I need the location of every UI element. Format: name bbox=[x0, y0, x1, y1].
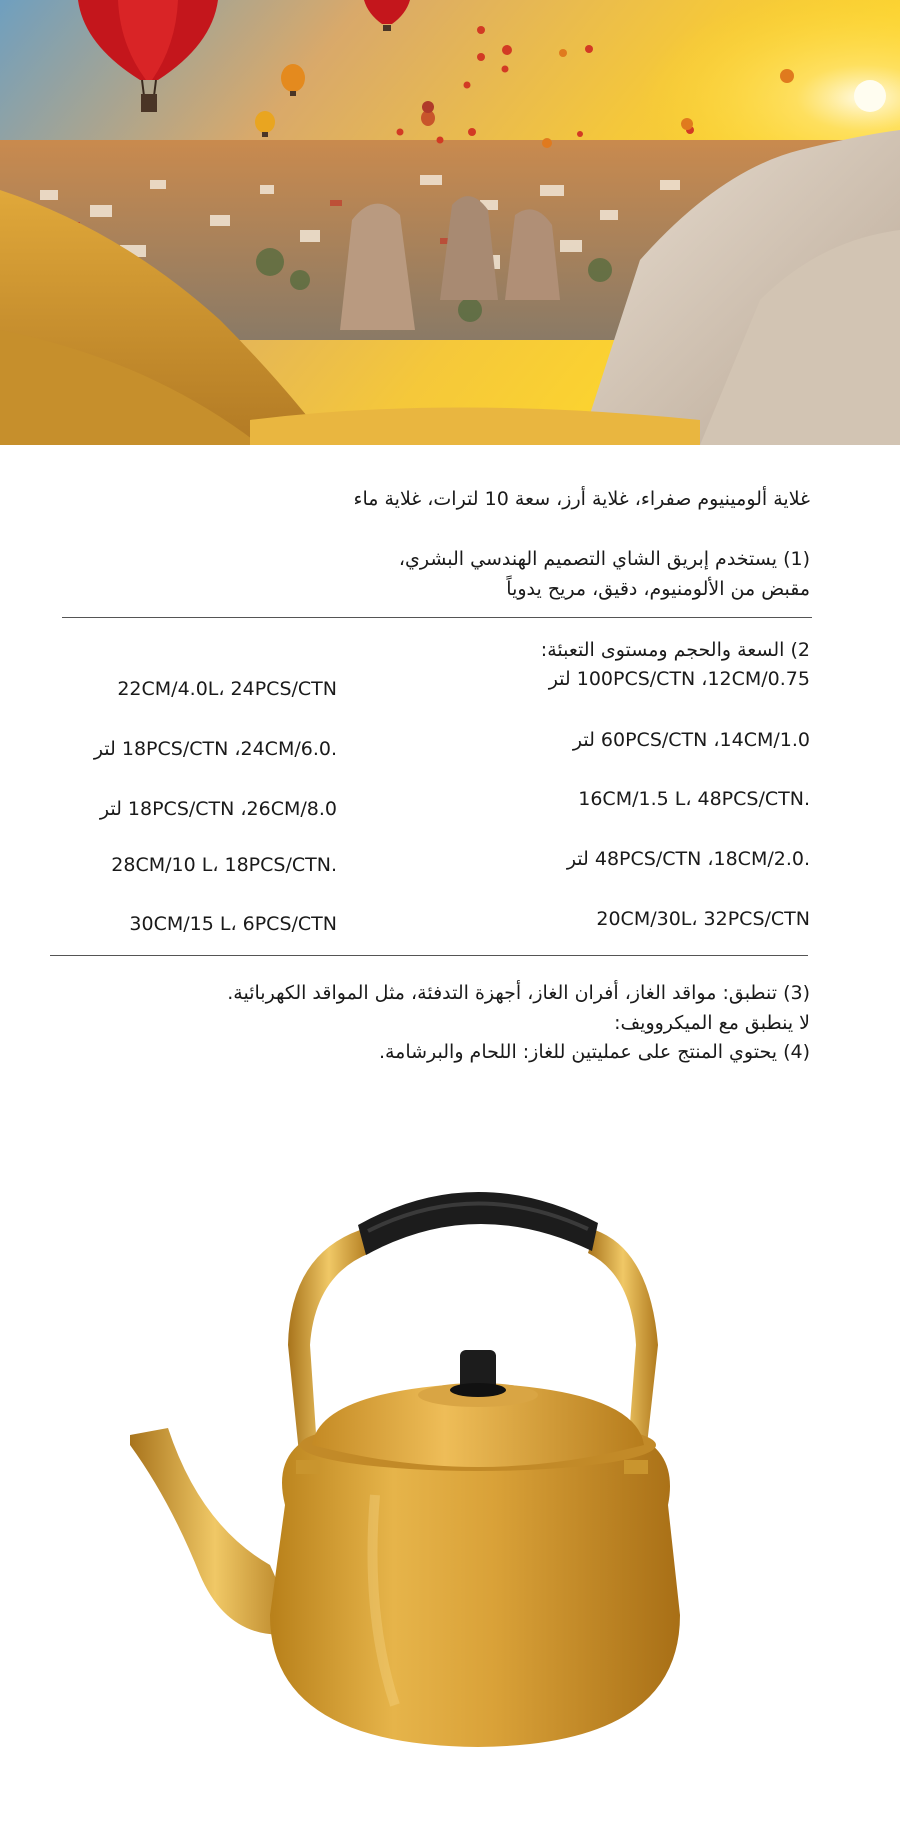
divider-bottom bbox=[50, 955, 808, 956]
yellow-aluminum-kettle-image bbox=[120, 1145, 720, 1765]
capacity-item: 30CM/15 L، 6PCS/CTN bbox=[129, 913, 337, 935]
capacity-item: .28CM/10 L، 18PCS/CTN bbox=[111, 854, 337, 876]
feature-1-line-1: (1) يستخدم إبريق الشاي التصميم الهندسي البشري، bbox=[398, 548, 810, 570]
capacity-item: 18PCS/CTN ،26CM/8.0 لتر bbox=[99, 798, 337, 820]
capacity-item: 20CM/30L، 32PCS/CTN bbox=[596, 908, 810, 930]
feature-1-line-2: مقبض من الألومنيوم، دقيق، مريح يدوياً bbox=[506, 578, 810, 600]
feature-3: (3) تنطبق: مواقد الغاز، أفران الغاز، أجهزة التدفئة، مثل المواقد الكهربائية. bbox=[227, 982, 810, 1004]
capacity-item: .48PCS/CTN ،18CM/2.0 لتر bbox=[566, 848, 810, 870]
capacity-item: 22CM/4.0L، 24PCS/CTN bbox=[117, 678, 337, 700]
hero-balloon-landscape-image bbox=[0, 0, 900, 445]
microwave-note: لا ينطبق مع الميكروويف: bbox=[614, 1012, 810, 1034]
product-title: غلاية ألومينيوم صفراء، غلاية أرز، سعة 10 لترات، غلاية ماء bbox=[353, 488, 810, 510]
divider-top bbox=[62, 617, 812, 618]
capacity-item: 60PCS/CTN ،14CM/1.0 لتر bbox=[572, 729, 810, 751]
capacity-item: 100PCS/CTN ،12CM/0.75 لتر bbox=[548, 668, 810, 690]
capacity-item: .18PCS/CTN ،24CM/6.0 لتر bbox=[93, 738, 337, 760]
capacity-heading: 2) السعة والحجم ومستوى التعبئة: bbox=[540, 639, 810, 661]
feature-4: (4) يحتوي المنتج على عمليتين للغاز: اللحام والبرشامة. bbox=[378, 1041, 810, 1063]
capacity-item: .16CM/1.5 L، 48PCS/CTN bbox=[578, 788, 810, 810]
